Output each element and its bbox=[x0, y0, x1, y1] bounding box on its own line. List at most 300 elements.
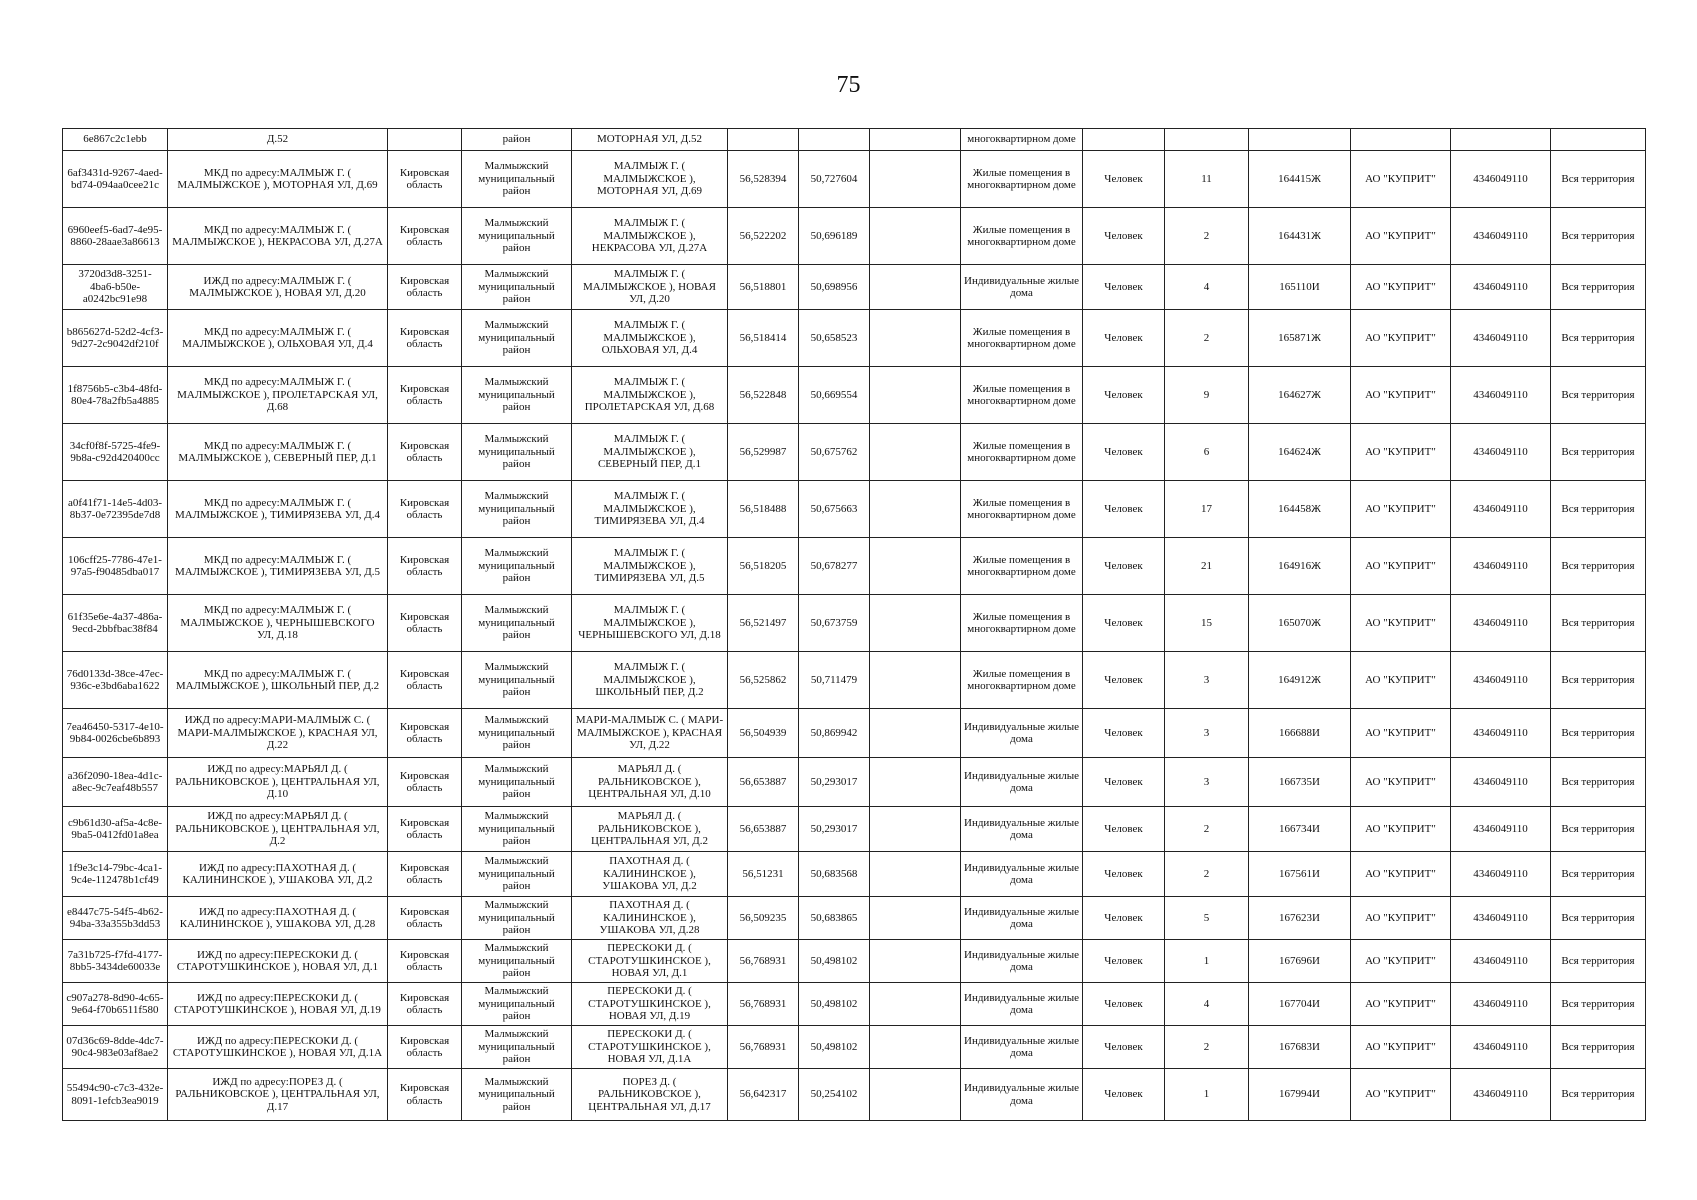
cell-type: Индивидуальные жилые дома bbox=[961, 852, 1083, 897]
cell-empty bbox=[870, 983, 961, 1026]
cell-territory: Вся территория bbox=[1551, 481, 1646, 538]
page-number: 75 bbox=[836, 72, 861, 98]
cell-region: Кировская область bbox=[388, 983, 462, 1026]
cell-name: ИЖД по адресу:МАЛМЫЖ Г. ( МАЛМЫЖСКОЕ ), НОВАЯ УЛ, Д.20 bbox=[168, 265, 388, 310]
cell-empty bbox=[870, 595, 961, 652]
cell-region: Кировская область bbox=[388, 310, 462, 367]
cell-lon: 50,254102 bbox=[799, 1069, 870, 1121]
cell-inn: 4346049110 bbox=[1451, 709, 1551, 758]
cell-region: Кировская область bbox=[388, 807, 462, 852]
table-row bbox=[63, 265, 1646, 310]
cell-lon: 50,498102 bbox=[799, 940, 870, 983]
cell-district: Малмыжский муниципальный район bbox=[462, 367, 572, 424]
cell-region: Кировская область bbox=[388, 424, 462, 481]
cell-id: 34cf0f8f-5725-4fe9-9b8a-c92d420400cc bbox=[63, 424, 168, 481]
cell-unit: Человек bbox=[1083, 1026, 1165, 1069]
cell-name: ИЖД по адресу:ПОРЕЗ Д. ( РАЛЬНИКОВСКОЕ ), ЦЕНТРАЛЬНАЯ УЛ, Д.17 bbox=[168, 1069, 388, 1121]
cell-district: Малмыжский муниципальный район bbox=[462, 1069, 572, 1121]
cell-inn: 4346049110 bbox=[1451, 310, 1551, 367]
cell-inn: 4346049110 bbox=[1451, 652, 1551, 709]
cell-lon: 50,698956 bbox=[799, 265, 870, 310]
cell-code: 164916Ж bbox=[1249, 538, 1351, 595]
cell-empty bbox=[870, 709, 961, 758]
cell-unit: Человек bbox=[1083, 897, 1165, 940]
cell-lon: 50,696189 bbox=[799, 208, 870, 265]
cell-type: Жилые помещения в многоквартирном доме bbox=[961, 310, 1083, 367]
table-row bbox=[63, 852, 1646, 897]
cell-name: МКД по адресу:МАЛМЫЖ Г. ( МАЛМЫЖСКОЕ ), СЕВЕРНЫЙ ПЕР, Д.1 bbox=[168, 424, 388, 481]
cell-org: АО "КУПРИТ" bbox=[1351, 310, 1451, 367]
cell-district: Малмыжский муниципальный район bbox=[462, 983, 572, 1026]
cell-unit bbox=[1083, 129, 1165, 151]
cell-code: 164415Ж bbox=[1249, 151, 1351, 208]
cell-region: Кировская область bbox=[388, 265, 462, 310]
cell-lat: 56,522848 bbox=[728, 367, 799, 424]
cell-territory: Вся территория bbox=[1551, 652, 1646, 709]
cell-name: ИЖД по адресу:ПЕРЕСКОКИ Д. ( СТАРОТУШКИНСКОЕ ), НОВАЯ УЛ, Д.19 bbox=[168, 983, 388, 1026]
cell-lon: 50,293017 bbox=[799, 807, 870, 852]
cell-region: Кировская область bbox=[388, 481, 462, 538]
cell-org: АО "КУПРИТ" bbox=[1351, 709, 1451, 758]
cell-territory: Вся территория bbox=[1551, 151, 1646, 208]
table-row bbox=[63, 758, 1646, 807]
cell-lat: 56,525862 bbox=[728, 652, 799, 709]
cell-lat: 56,529987 bbox=[728, 424, 799, 481]
cell-lat: 56,518488 bbox=[728, 481, 799, 538]
cell-code: 165110И bbox=[1249, 265, 1351, 310]
cell-id: 76d0133d-38ce-47ec-936c-e3bd6aba1622 bbox=[63, 652, 168, 709]
cell-id: 07d36c69-8dde-4dc7-90c4-983e03af8ae2 bbox=[63, 1026, 168, 1069]
cell-code: 165070Ж bbox=[1249, 595, 1351, 652]
cell-count: 17 bbox=[1165, 481, 1249, 538]
cell-count bbox=[1165, 129, 1249, 151]
cell-count: 4 bbox=[1165, 265, 1249, 310]
cell-unit: Человек bbox=[1083, 807, 1165, 852]
cell-org: АО "КУПРИТ" bbox=[1351, 983, 1451, 1026]
cell-region: Кировская область bbox=[388, 151, 462, 208]
cell-empty bbox=[870, 424, 961, 481]
cell-territory: Вся территория bbox=[1551, 807, 1646, 852]
cell-territory: Вся территория bbox=[1551, 897, 1646, 940]
cell-count: 3 bbox=[1165, 652, 1249, 709]
cell-lon: 50,669554 bbox=[799, 367, 870, 424]
cell-lat: 56,509235 bbox=[728, 897, 799, 940]
cell-name: ИЖД по адресу:ПАХОТНАЯ Д. ( КАЛИНИНСКОЕ ), УШАКОВА УЛ, Д.28 bbox=[168, 897, 388, 940]
cell-district: Малмыжский муниципальный район bbox=[462, 852, 572, 897]
cell-name: ИЖД по адресу:МАРЬЯЛ Д. ( РАЛЬНИКОВСКОЕ ), ЦЕНТРАЛЬНАЯ УЛ, Д.2 bbox=[168, 807, 388, 852]
cell-unit: Человек bbox=[1083, 940, 1165, 983]
cell-unit: Человек bbox=[1083, 481, 1165, 538]
cell-count: 2 bbox=[1165, 310, 1249, 367]
cell-district: Малмыжский муниципальный район bbox=[462, 897, 572, 940]
cell-name: Д.52 bbox=[168, 129, 388, 151]
cell-region: Кировская область bbox=[388, 1069, 462, 1121]
cell-id: 6960eef5-6ad7-4e95-8860-28aae3a86613 bbox=[63, 208, 168, 265]
cell-unit: Человек bbox=[1083, 652, 1165, 709]
cell-region: Кировская область bbox=[388, 897, 462, 940]
cell-org: АО "КУПРИТ" bbox=[1351, 1069, 1451, 1121]
cell-unit: Человек bbox=[1083, 758, 1165, 807]
cell-empty bbox=[870, 538, 961, 595]
cell-district: Малмыжский муниципальный район bbox=[462, 940, 572, 983]
cell-code: 167696И bbox=[1249, 940, 1351, 983]
cell-empty bbox=[870, 852, 961, 897]
cell-empty bbox=[870, 758, 961, 807]
cell-region: Кировская область bbox=[388, 595, 462, 652]
cell-lon: 50,675663 bbox=[799, 481, 870, 538]
cell-lon: 50,683568 bbox=[799, 852, 870, 897]
cell-district: Малмыжский муниципальный район bbox=[462, 652, 572, 709]
cell-type: Жилые помещения в многоквартирном доме bbox=[961, 652, 1083, 709]
cell-type: Жилые помещения в многоквартирном доме bbox=[961, 208, 1083, 265]
table-row bbox=[63, 897, 1646, 940]
cell-org: АО "КУПРИТ" bbox=[1351, 940, 1451, 983]
cell-org: АО "КУПРИТ" bbox=[1351, 481, 1451, 538]
cell-count: 11 bbox=[1165, 151, 1249, 208]
cell-type: Индивидуальные жилые дома bbox=[961, 758, 1083, 807]
cell-empty bbox=[870, 1026, 961, 1069]
cell-id: 61f35e6e-4a37-486a-9ecd-2bbfbac38f84 bbox=[63, 595, 168, 652]
table-row bbox=[63, 1069, 1646, 1121]
cell-id: 6af3431d-9267-4aed-bd74-094aa0cee21c bbox=[63, 151, 168, 208]
cell-territory: Вся территория bbox=[1551, 367, 1646, 424]
cell-inn: 4346049110 bbox=[1451, 367, 1551, 424]
cell-empty bbox=[870, 940, 961, 983]
table-row bbox=[63, 595, 1646, 652]
cell-lon: 50,727604 bbox=[799, 151, 870, 208]
cell-name: МКД по адресу:МАЛМЫЖ Г. ( МАЛМЫЖСКОЕ ), ТИМИРЯЗЕВА УЛ, Д.4 bbox=[168, 481, 388, 538]
table-row bbox=[63, 709, 1646, 758]
cell-code: 166688И bbox=[1249, 709, 1351, 758]
cell-empty bbox=[870, 652, 961, 709]
cell-code: 164458Ж bbox=[1249, 481, 1351, 538]
cell-district: Малмыжский муниципальный район bbox=[462, 807, 572, 852]
cell-unit: Человек bbox=[1083, 595, 1165, 652]
cell-region: Кировская область bbox=[388, 538, 462, 595]
cell-inn: 4346049110 bbox=[1451, 538, 1551, 595]
cell-inn: 4346049110 bbox=[1451, 265, 1551, 310]
cell-inn: 4346049110 bbox=[1451, 595, 1551, 652]
table-body bbox=[63, 129, 1646, 1121]
cell-type: Индивидуальные жилые дома bbox=[961, 1069, 1083, 1121]
cell-lat bbox=[728, 129, 799, 151]
cell-name: МКД по адресу:МАЛМЫЖ Г. ( МАЛМЫЖСКОЕ ), ЧЕРНЫШЕВСКОГО УЛ, Д.18 bbox=[168, 595, 388, 652]
cell-org: АО "КУПРИТ" bbox=[1351, 151, 1451, 208]
cell-territory: Вся территория bbox=[1551, 1069, 1646, 1121]
cell-empty bbox=[870, 897, 961, 940]
cell-name: ИЖД по адресу:МАРЬЯЛ Д. ( РАЛЬНИКОВСКОЕ ), ЦЕНТРАЛЬНАЯ УЛ, Д.10 bbox=[168, 758, 388, 807]
cell-address: ПАХОТНАЯ Д. ( КАЛИНИНСКОЕ ), УШАКОВА УЛ, Д.2 bbox=[572, 852, 728, 897]
cell-inn: 4346049110 bbox=[1451, 940, 1551, 983]
cell-district: Малмыжский муниципальный район bbox=[462, 1026, 572, 1069]
cell-address: ПОРЕЗ Д. ( РАЛЬНИКОВСКОЕ ), ЦЕНТРАЛЬНАЯ УЛ, Д.17 bbox=[572, 1069, 728, 1121]
cell-empty bbox=[870, 129, 961, 151]
cell-empty bbox=[870, 807, 961, 852]
cell-territory: Вся территория bbox=[1551, 595, 1646, 652]
cell-lat: 56,522202 bbox=[728, 208, 799, 265]
cell-type: Индивидуальные жилые дома bbox=[961, 897, 1083, 940]
cell-lat: 56,51231 bbox=[728, 852, 799, 897]
cell-id: 3720d3d8-3251-4ba6-b50e-a0242bc91e98 bbox=[63, 265, 168, 310]
cell-name: МКД по адресу:МАЛМЫЖ Г. ( МАЛМЫЖСКОЕ ), НЕКРАСОВА УЛ, Д.27А bbox=[168, 208, 388, 265]
cell-inn: 4346049110 bbox=[1451, 807, 1551, 852]
cell-inn: 4346049110 bbox=[1451, 1069, 1551, 1121]
cell-address: МАЛМЫЖ Г. ( МАЛМЫЖСКОЕ ), НЕКРАСОВА УЛ, Д.27А bbox=[572, 208, 728, 265]
cell-count: 2 bbox=[1165, 1026, 1249, 1069]
cell-type: Индивидуальные жилые дома bbox=[961, 983, 1083, 1026]
cell-lat: 56,768931 bbox=[728, 1026, 799, 1069]
cell-type: Жилые помещения в многоквартирном доме bbox=[961, 595, 1083, 652]
cell-lat: 56,518801 bbox=[728, 265, 799, 310]
cell-lat: 56,504939 bbox=[728, 709, 799, 758]
cell-code bbox=[1249, 129, 1351, 151]
cell-type: Жилые помещения в многоквартирном доме bbox=[961, 367, 1083, 424]
cell-address: МАРИ-МАЛМЫЖ С. ( МАРИ-МАЛМЫЖСКОЕ ), КРАСНАЯ УЛ, Д.22 bbox=[572, 709, 728, 758]
cell-org bbox=[1351, 129, 1451, 151]
cell-address: МАЛМЫЖ Г. ( МАЛМЫЖСКОЕ ), НОВАЯ УЛ, Д.20 bbox=[572, 265, 728, 310]
cell-district: Малмыжский муниципальный район bbox=[462, 709, 572, 758]
cell-empty bbox=[870, 151, 961, 208]
cell-inn bbox=[1451, 129, 1551, 151]
cell-name: ИЖД по адресу:ПАХОТНАЯ Д. ( КАЛИНИНСКОЕ ), УШАКОВА УЛ, Д.2 bbox=[168, 852, 388, 897]
cell-inn: 4346049110 bbox=[1451, 208, 1551, 265]
cell-empty bbox=[870, 481, 961, 538]
table-row bbox=[63, 1026, 1646, 1069]
cell-district: Малмыжский муниципальный район bbox=[462, 208, 572, 265]
cell-unit: Человек bbox=[1083, 151, 1165, 208]
cell-name: МКД по адресу:МАЛМЫЖ Г. ( МАЛМЫЖСКОЕ ), ОЛЬХОВАЯ УЛ, Д.4 bbox=[168, 310, 388, 367]
cell-address: МАЛМЫЖ Г. ( МАЛМЫЖСКОЕ ), ТИМИРЯЗЕВА УЛ, Д.4 bbox=[572, 481, 728, 538]
cell-org: АО "КУПРИТ" bbox=[1351, 424, 1451, 481]
registry-table bbox=[62, 128, 1646, 1121]
cell-name: МКД по адресу:МАЛМЫЖ Г. ( МАЛМЫЖСКОЕ ), ПРОЛЕТАРСКАЯ УЛ, Д.68 bbox=[168, 367, 388, 424]
cell-name: МКД по адресу:МАЛМЫЖ Г. ( МАЛМЫЖСКОЕ ), МОТОРНАЯ УЛ, Д.69 bbox=[168, 151, 388, 208]
cell-district: Малмыжский муниципальный район bbox=[462, 265, 572, 310]
cell-type: многоквартирном доме bbox=[961, 129, 1083, 151]
cell-id: e8447c75-54f5-4b62-94ba-33a355b3dd53 bbox=[63, 897, 168, 940]
cell-org: АО "КУПРИТ" bbox=[1351, 367, 1451, 424]
cell-empty bbox=[870, 1069, 961, 1121]
cell-lon: 50,675762 bbox=[799, 424, 870, 481]
cell-code: 167704И bbox=[1249, 983, 1351, 1026]
table-row bbox=[63, 538, 1646, 595]
cell-territory: Вся территория bbox=[1551, 709, 1646, 758]
cell-address: МАЛМЫЖ Г. ( МАЛМЫЖСКОЕ ), СЕВЕРНЫЙ ПЕР, Д.1 bbox=[572, 424, 728, 481]
cell-code: 164431Ж bbox=[1249, 208, 1351, 265]
cell-id: 7a31b725-f7fd-4177-8bb5-3434de60033e bbox=[63, 940, 168, 983]
table-row bbox=[63, 208, 1646, 265]
cell-address: ПЕРЕСКОКИ Д. ( СТАРОТУШКИНСКОЕ ), НОВАЯ УЛ, Д.1 bbox=[572, 940, 728, 983]
cell-address: МАЛМЫЖ Г. ( МАЛМЫЖСКОЕ ), МОТОРНАЯ УЛ, Д.69 bbox=[572, 151, 728, 208]
table-row bbox=[63, 983, 1646, 1026]
cell-code: 166735И bbox=[1249, 758, 1351, 807]
cell-region: Кировская область bbox=[388, 652, 462, 709]
cell-org: АО "КУПРИТ" bbox=[1351, 208, 1451, 265]
cell-id: c907a278-8d90-4c65-9e64-f70b6511f580 bbox=[63, 983, 168, 1026]
cell-code: 167561И bbox=[1249, 852, 1351, 897]
cell-territory: Вся территория bbox=[1551, 983, 1646, 1026]
table-row bbox=[63, 807, 1646, 852]
cell-lon: 50,683865 bbox=[799, 897, 870, 940]
cell-territory: Вся территория bbox=[1551, 852, 1646, 897]
cell-lat: 56,518414 bbox=[728, 310, 799, 367]
cell-count: 2 bbox=[1165, 852, 1249, 897]
cell-address: МОТОРНАЯ УЛ, Д.52 bbox=[572, 129, 728, 151]
cell-unit: Человек bbox=[1083, 1069, 1165, 1121]
cell-id: a0f41f71-14e5-4d03-8b37-0e72395de7d8 bbox=[63, 481, 168, 538]
cell-district: Малмыжский муниципальный район bbox=[462, 758, 572, 807]
cell-address: МАРЬЯЛ Д. ( РАЛЬНИКОВСКОЕ ), ЦЕНТРАЛЬНАЯ УЛ, Д.10 bbox=[572, 758, 728, 807]
cell-district: Малмыжский муниципальный район bbox=[462, 310, 572, 367]
cell-region: Кировская область bbox=[388, 367, 462, 424]
cell-count: 5 bbox=[1165, 897, 1249, 940]
cell-name: ИЖД по адресу:МАРИ-МАЛМЫЖ С. ( МАРИ-МАЛМЫЖСКОЕ ), КРАСНАЯ УЛ, Д.22 bbox=[168, 709, 388, 758]
cell-lon: 50,678277 bbox=[799, 538, 870, 595]
cell-id: 6e867c2c1ebb bbox=[63, 129, 168, 151]
cell-inn: 4346049110 bbox=[1451, 852, 1551, 897]
cell-count: 1 bbox=[1165, 1069, 1249, 1121]
cell-unit: Человек bbox=[1083, 424, 1165, 481]
cell-count: 3 bbox=[1165, 709, 1249, 758]
cell-type: Индивидуальные жилые дома bbox=[961, 1026, 1083, 1069]
table-row bbox=[63, 424, 1646, 481]
cell-district: Малмыжский муниципальный район bbox=[462, 538, 572, 595]
cell-code: 164627Ж bbox=[1249, 367, 1351, 424]
table-row-continued bbox=[63, 129, 1646, 151]
cell-code: 166734И bbox=[1249, 807, 1351, 852]
cell-address: МАЛМЫЖ Г. ( МАЛМЫЖСКОЕ ), ОЛЬХОВАЯ УЛ, Д.4 bbox=[572, 310, 728, 367]
cell-address: МАРЬЯЛ Д. ( РАЛЬНИКОВСКОЕ ), ЦЕНТРАЛЬНАЯ УЛ, Д.2 bbox=[572, 807, 728, 852]
cell-district: Малмыжский муниципальный район bbox=[462, 595, 572, 652]
cell-unit: Человек bbox=[1083, 310, 1165, 367]
cell-territory: Вся территория bbox=[1551, 310, 1646, 367]
cell-lat: 56,768931 bbox=[728, 983, 799, 1026]
cell-count: 2 bbox=[1165, 807, 1249, 852]
table-row bbox=[63, 367, 1646, 424]
cell-lat: 56,518205 bbox=[728, 538, 799, 595]
cell-type: Индивидуальные жилые дома bbox=[961, 265, 1083, 310]
cell-id: 1f8756b5-c3b4-48fd-80e4-78a2fb5a4885 bbox=[63, 367, 168, 424]
cell-inn: 4346049110 bbox=[1451, 424, 1551, 481]
cell-id: 55494c90-c7c3-432e-8091-1efcb3ea9019 bbox=[63, 1069, 168, 1121]
cell-address: МАЛМЫЖ Г. ( МАЛМЫЖСКОЕ ), ШКОЛЬНЫЙ ПЕР, Д.2 bbox=[572, 652, 728, 709]
cell-territory bbox=[1551, 129, 1646, 151]
cell-inn: 4346049110 bbox=[1451, 481, 1551, 538]
cell-unit: Человек bbox=[1083, 265, 1165, 310]
cell-unit: Человек bbox=[1083, 538, 1165, 595]
cell-code: 167994И bbox=[1249, 1069, 1351, 1121]
cell-count: 1 bbox=[1165, 940, 1249, 983]
cell-inn: 4346049110 bbox=[1451, 983, 1551, 1026]
cell-lon: 50,658523 bbox=[799, 310, 870, 367]
cell-lon: 50,293017 bbox=[799, 758, 870, 807]
cell-unit: Человек bbox=[1083, 983, 1165, 1026]
cell-count: 15 bbox=[1165, 595, 1249, 652]
cell-address: ПАХОТНАЯ Д. ( КАЛИНИНСКОЕ ), УШАКОВА УЛ, Д.28 bbox=[572, 897, 728, 940]
cell-type: Жилые помещения в многоквартирном доме bbox=[961, 151, 1083, 208]
cell-district: Малмыжский муниципальный район bbox=[462, 481, 572, 538]
cell-lat: 56,768931 bbox=[728, 940, 799, 983]
cell-org: АО "КУПРИТ" bbox=[1351, 652, 1451, 709]
cell-unit: Человек bbox=[1083, 852, 1165, 897]
cell-name: МКД по адресу:МАЛМЫЖ Г. ( МАЛМЫЖСКОЕ ), ШКОЛЬНЫЙ ПЕР, Д.2 bbox=[168, 652, 388, 709]
table-row bbox=[63, 481, 1646, 538]
cell-id: 106cff25-7786-47e1-97a5-f90485dba017 bbox=[63, 538, 168, 595]
cell-count: 2 bbox=[1165, 208, 1249, 265]
cell-id: 1f9e3c14-79bc-4ca1-9c4e-112478b1cf49 bbox=[63, 852, 168, 897]
cell-region: Кировская область bbox=[388, 709, 462, 758]
cell-org: АО "КУПРИТ" bbox=[1351, 595, 1451, 652]
cell-count: 6 bbox=[1165, 424, 1249, 481]
cell-inn: 4346049110 bbox=[1451, 1026, 1551, 1069]
cell-territory: Вся территория bbox=[1551, 538, 1646, 595]
cell-org: АО "КУПРИТ" bbox=[1351, 807, 1451, 852]
cell-inn: 4346049110 bbox=[1451, 897, 1551, 940]
cell-type: Жилые помещения в многоквартирном доме bbox=[961, 538, 1083, 595]
cell-id: 7ea46450-5317-4e10-9b84-0026cbe6b893 bbox=[63, 709, 168, 758]
cell-territory: Вся территория bbox=[1551, 940, 1646, 983]
cell-count: 3 bbox=[1165, 758, 1249, 807]
cell-count: 9 bbox=[1165, 367, 1249, 424]
cell-code: 165871Ж bbox=[1249, 310, 1351, 367]
cell-region bbox=[388, 129, 462, 151]
cell-unit: Человек bbox=[1083, 709, 1165, 758]
cell-inn: 4346049110 bbox=[1451, 758, 1551, 807]
cell-unit: Человек bbox=[1083, 208, 1165, 265]
cell-unit: Человек bbox=[1083, 367, 1165, 424]
cell-territory: Вся территория bbox=[1551, 1026, 1646, 1069]
table-row bbox=[63, 940, 1646, 983]
cell-org: АО "КУПРИТ" bbox=[1351, 852, 1451, 897]
cell-territory: Вся территория bbox=[1551, 265, 1646, 310]
cell-id: b865627d-52d2-4cf3-9d27-2c9042df210f bbox=[63, 310, 168, 367]
cell-type: Индивидуальные жилые дома bbox=[961, 940, 1083, 983]
cell-district: Малмыжский муниципальный район bbox=[462, 424, 572, 481]
cell-address: МАЛМЫЖ Г. ( МАЛМЫЖСКОЕ ), ТИМИРЯЗЕВА УЛ, Д.5 bbox=[572, 538, 728, 595]
table-row bbox=[63, 310, 1646, 367]
cell-empty bbox=[870, 310, 961, 367]
cell-name: МКД по адресу:МАЛМЫЖ Г. ( МАЛМЫЖСКОЕ ), ТИМИРЯЗЕВА УЛ, Д.5 bbox=[168, 538, 388, 595]
cell-lat: 56,653887 bbox=[728, 758, 799, 807]
cell-org: АО "КУПРИТ" bbox=[1351, 538, 1451, 595]
cell-lon: 50,869942 bbox=[799, 709, 870, 758]
cell-inn: 4346049110 bbox=[1451, 151, 1551, 208]
table-row bbox=[63, 151, 1646, 208]
cell-territory: Вся территория bbox=[1551, 208, 1646, 265]
cell-code: 167623И bbox=[1249, 897, 1351, 940]
cell-lat: 56,653887 bbox=[728, 807, 799, 852]
cell-org: АО "КУПРИТ" bbox=[1351, 897, 1451, 940]
cell-id: a36f2090-18ea-4d1c-a8ec-9c7eaf48b557 bbox=[63, 758, 168, 807]
cell-type: Индивидуальные жилые дома bbox=[961, 807, 1083, 852]
cell-region: Кировская область bbox=[388, 208, 462, 265]
cell-org: АО "КУПРИТ" bbox=[1351, 265, 1451, 310]
cell-org: АО "КУПРИТ" bbox=[1351, 758, 1451, 807]
cell-region: Кировская область bbox=[388, 758, 462, 807]
cell-region: Кировская область bbox=[388, 1026, 462, 1069]
cell-address: МАЛМЫЖ Г. ( МАЛМЫЖСКОЕ ), ЧЕРНЫШЕВСКОГО УЛ, Д.18 bbox=[572, 595, 728, 652]
cell-lat: 56,642317 bbox=[728, 1069, 799, 1121]
cell-org: АО "КУПРИТ" bbox=[1351, 1026, 1451, 1069]
cell-name: ИЖД по адресу:ПЕРЕСКОКИ Д. ( СТАРОТУШКИНСКОЕ ), НОВАЯ УЛ, Д.1 bbox=[168, 940, 388, 983]
cell-district: район bbox=[462, 129, 572, 151]
cell-lat: 56,521497 bbox=[728, 595, 799, 652]
cell-count: 4 bbox=[1165, 983, 1249, 1026]
table-row bbox=[63, 652, 1646, 709]
cell-lon: 50,673759 bbox=[799, 595, 870, 652]
cell-address: ПЕРЕСКОКИ Д. ( СТАРОТУШКИНСКОЕ ), НОВАЯ УЛ, Д.1А bbox=[572, 1026, 728, 1069]
cell-territory: Вся территория bbox=[1551, 758, 1646, 807]
